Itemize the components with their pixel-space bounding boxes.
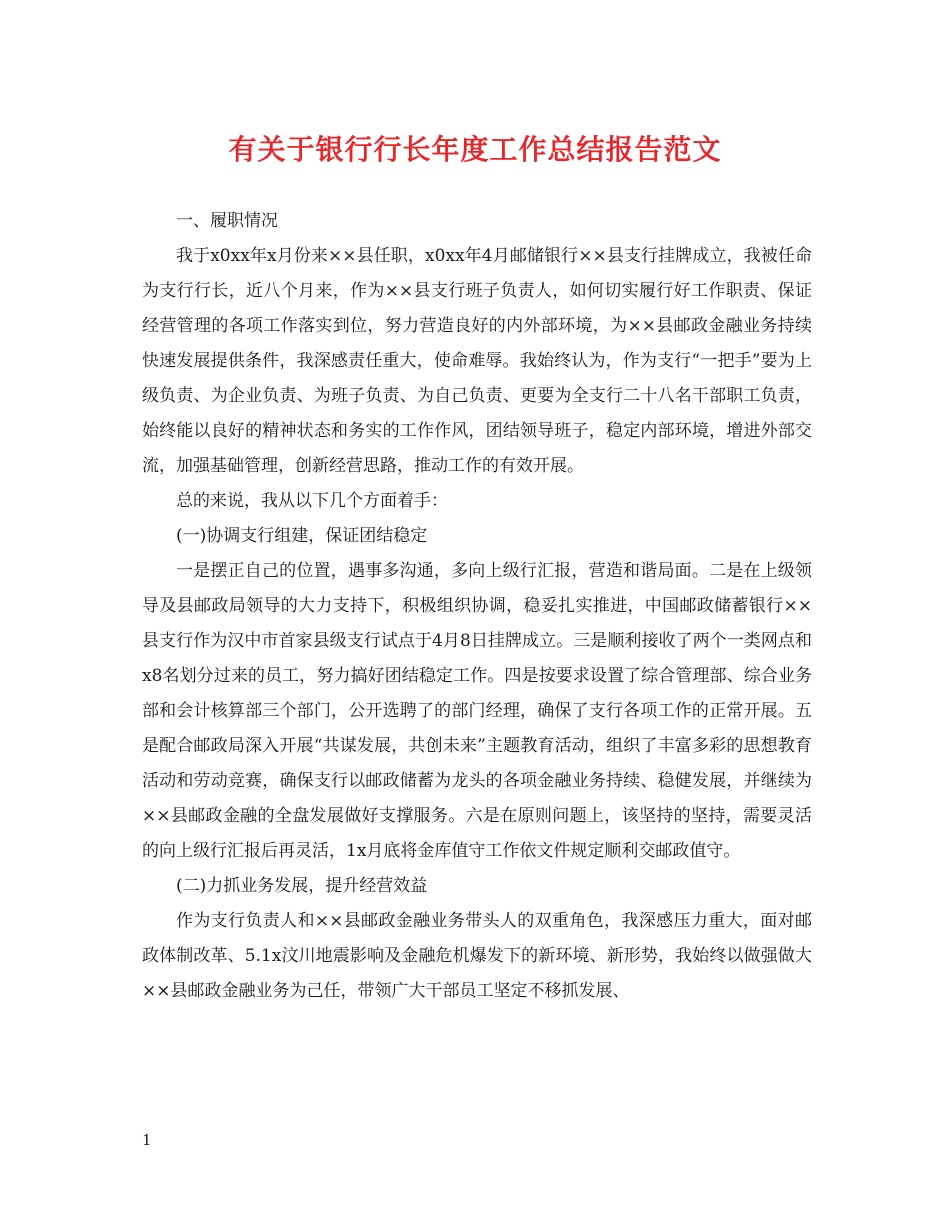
subsection-heading-2: (二)力抓业务发展，提升经营效益 [176,876,428,896]
document-title: 有关于银行行长年度工作总结报告范文 [228,133,722,166]
document-body [142,204,812,1009]
paragraph: 我于x0xx年x月份来××县任职，x0xx年4月邮储银行××县支行挂牌成立，我被任命为支行行长，近八个月来，作为××县支行班子负责人，如何切实履行好工作职责、保证经营管理的各项工作落实到位，努力营造良好的内外部环境，为××县邮政金融业务持续快速发展提供条件，我深感责任重大，使命难辱。我始终认为，作为支行“一把手”要为上级负责、为企业负责、为班子负责、为自己负责、更要为全支行二十八名干部职工负责，始终能以良好的精神状态和务实的工作作风，团结领导班子，稳定内部环境，增进外部交流，加强基础管理，创新经营思路，推动工作的有效开展。 [142,246,812,476]
subsection-heading-1: (一)协调支行组建，保证团结稳定 [176,526,428,546]
paragraph: 作为支行负责人和××县邮政金融业务带头人的双重角色，我深感压力重大，面对邮政体制改革、5.1x汶川地震影响及金融危机爆发下的新环境、新形势，我始终以做强做大××县邮政金融业务为己任，带领广大干部员工坚定不移抓发展、 [142,911,812,1001]
paragraph: 总的来说，我从以下几个方面着手： [176,491,448,511]
page-number: 1 [142,1131,152,1149]
paragraph: 一是摆正自己的位置，遇事多沟通，多向上级行汇报，营造和谐局面。二是在上级领导及县邮政局领导的大力支持下，积极组织协调，稳妥扎实推进，中国邮政储蓄银行××县支行作为汉中市首家县级支行试点于4月8日挂牌成立。三是顺利接收了两个一类网点和x8名划分过来的员工，努力搞好团结稳定工作。四是按要求设置了综合管理部、综合业务部和会计核算部三个部门，公开选聘了的部门经理，确保了支行各项工作的正常开展。五是配合邮政局深入开展“共谋发展，共创未来”主题教育活动，组织了丰富多彩的思想教育活动和劳动竞赛，确保支行以邮政储蓄为龙头的各项金融业务持续、稳健发展，并继续为××县邮政金融的全盘发展做好支撑服务。六是在原则问题上，该坚持的坚持，需要灵活的向上级行汇报后再灵活，1x月底将金库值守工作依文件规定顺利交邮政值守。 [142,561,812,861]
section-heading-duty: 一、履职情况 [176,211,278,231]
